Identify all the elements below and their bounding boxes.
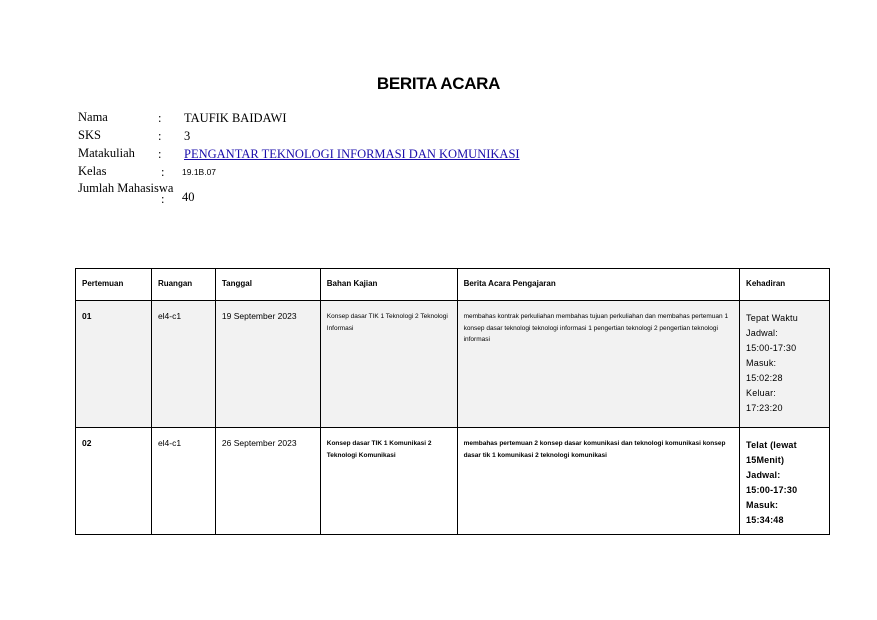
cell-bahan-kajian: Konsep dasar TIK 1 Teknologi 2 Teknologi Informasi (320, 301, 457, 428)
info-value-kelas: 19.1B.07 (182, 167, 217, 177)
cell-berita-acara: membahas pertemuan 2 konsep dasar komunikasi dan teknologi komunikasi konsep dasar tik 1 komunikasi 2 teknologi komunikasi (457, 428, 739, 535)
kehadiran-line: 15:34:48 (746, 515, 784, 525)
cell-ruangan: el4-c1 (151, 301, 215, 428)
header-ruangan: Ruangan (151, 269, 215, 301)
info-value-matakuliah-link[interactable]: PENGANTAR TEKNOLOGI INFORMASI DAN KOMUNIKASI (184, 147, 520, 161)
table-header-row (76, 269, 830, 301)
info-label: Jumlah Mahasiswa (78, 181, 174, 195)
info-colon: : (158, 111, 162, 125)
kehadiran-line: 17:23:20 (746, 403, 783, 413)
info-value-jumlah: 40 (182, 190, 195, 204)
info-colon: : (158, 129, 162, 143)
cell-bahan-kajian: Konsep dasar TIK 1 Komunikasi 2 Teknologi Komunikasi (320, 428, 457, 535)
kehadiran-line: Masuk: (746, 500, 779, 510)
info-label: Matakuliah (78, 146, 135, 160)
document-title: BERITA ACARA (376, 74, 501, 93)
info-colon: : (161, 192, 165, 206)
header-kehadiran: Kehadiran (740, 269, 830, 301)
kehadiran-line: 15:02:28 (746, 373, 783, 383)
attendance-table (75, 268, 830, 535)
cell-kehadiran (740, 428, 830, 535)
info-label: Kelas (78, 164, 107, 178)
info-colon: : (161, 165, 165, 179)
kehadiran-line: Masuk: (746, 358, 777, 368)
kehadiran-line: Telat (lewat (746, 440, 797, 450)
kehadiran-line: 15:00-17:30 (746, 485, 798, 495)
header-pertemuan: Pertemuan (76, 269, 152, 301)
kehadiran-line: Tepat Waktu (746, 313, 798, 323)
cell-berita-acara: membahas kontrak perkuliahan membahas tujuan perkuliahan dan membahas pertemuan 1 konsep dasar teknologi teknologi informasi 1 pengertian teknologi 2 pengertian teknologi informasi (457, 301, 739, 428)
cell-ruangan: el4-c1 (151, 428, 215, 535)
info-colon: : (158, 147, 162, 161)
cell-pertemuan: 02 (76, 428, 152, 535)
kehadiran-line: 15Menit) (746, 455, 785, 465)
header-bahan-kajian: Bahan Kajian (320, 269, 457, 301)
cell-tanggal: 26 September 2023 (215, 428, 320, 535)
info-value-nama: TAUFIK BAIDAWI (184, 111, 287, 125)
kehadiran-line: 15:00-17:30 (746, 343, 797, 353)
info-label: SKS (78, 128, 101, 142)
cell-pertemuan: 01 (76, 301, 152, 428)
info-label: Nama (78, 110, 108, 124)
cell-kehadiran (740, 301, 830, 428)
info-value-sks: 3 (184, 129, 191, 143)
cell-tanggal: 19 September 2023 (215, 301, 320, 428)
table-row (76, 301, 830, 428)
header-tanggal: Tanggal (215, 269, 320, 301)
kehadiran-line: Jadwal: (746, 328, 778, 338)
header-berita-acara: Berita Acara Pengajaran (457, 269, 739, 301)
table-row (76, 428, 830, 535)
kehadiran-line: Jadwal: (746, 470, 781, 480)
kehadiran-line: Keluar: (746, 388, 776, 398)
